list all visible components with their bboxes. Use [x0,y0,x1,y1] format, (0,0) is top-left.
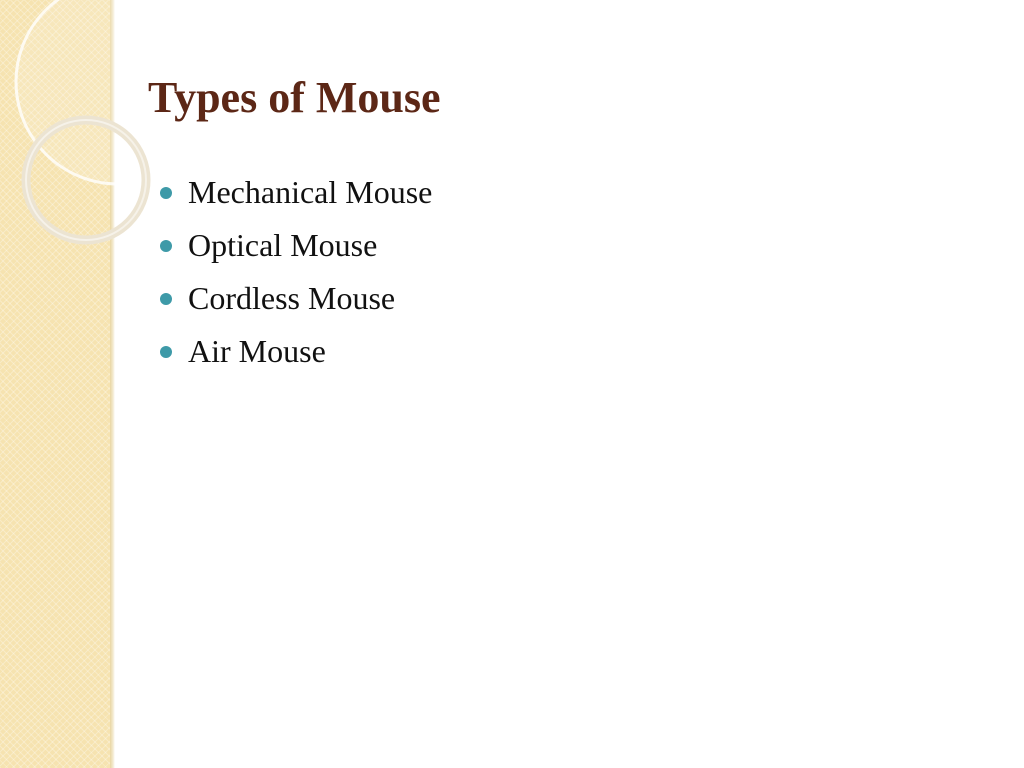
bullet-item [160,272,432,325]
bullet-text: Optical Mouse [188,227,378,263]
bullet-item [160,166,432,219]
bullet-text: Air Mouse [188,333,326,369]
bullet-text: Cordless Mouse [188,280,396,316]
bullet-list [160,166,432,378]
bullet-dot-icon [160,293,172,305]
bullet-dot-icon [160,240,172,252]
bullet-text: Mechanical Mouse [188,174,433,210]
bullet-dot-icon [160,187,172,199]
bullet-item [160,325,432,378]
bullet-item [160,219,432,272]
slide-title: Types of Mouse [148,73,441,122]
bullet-dot-icon [160,346,172,358]
